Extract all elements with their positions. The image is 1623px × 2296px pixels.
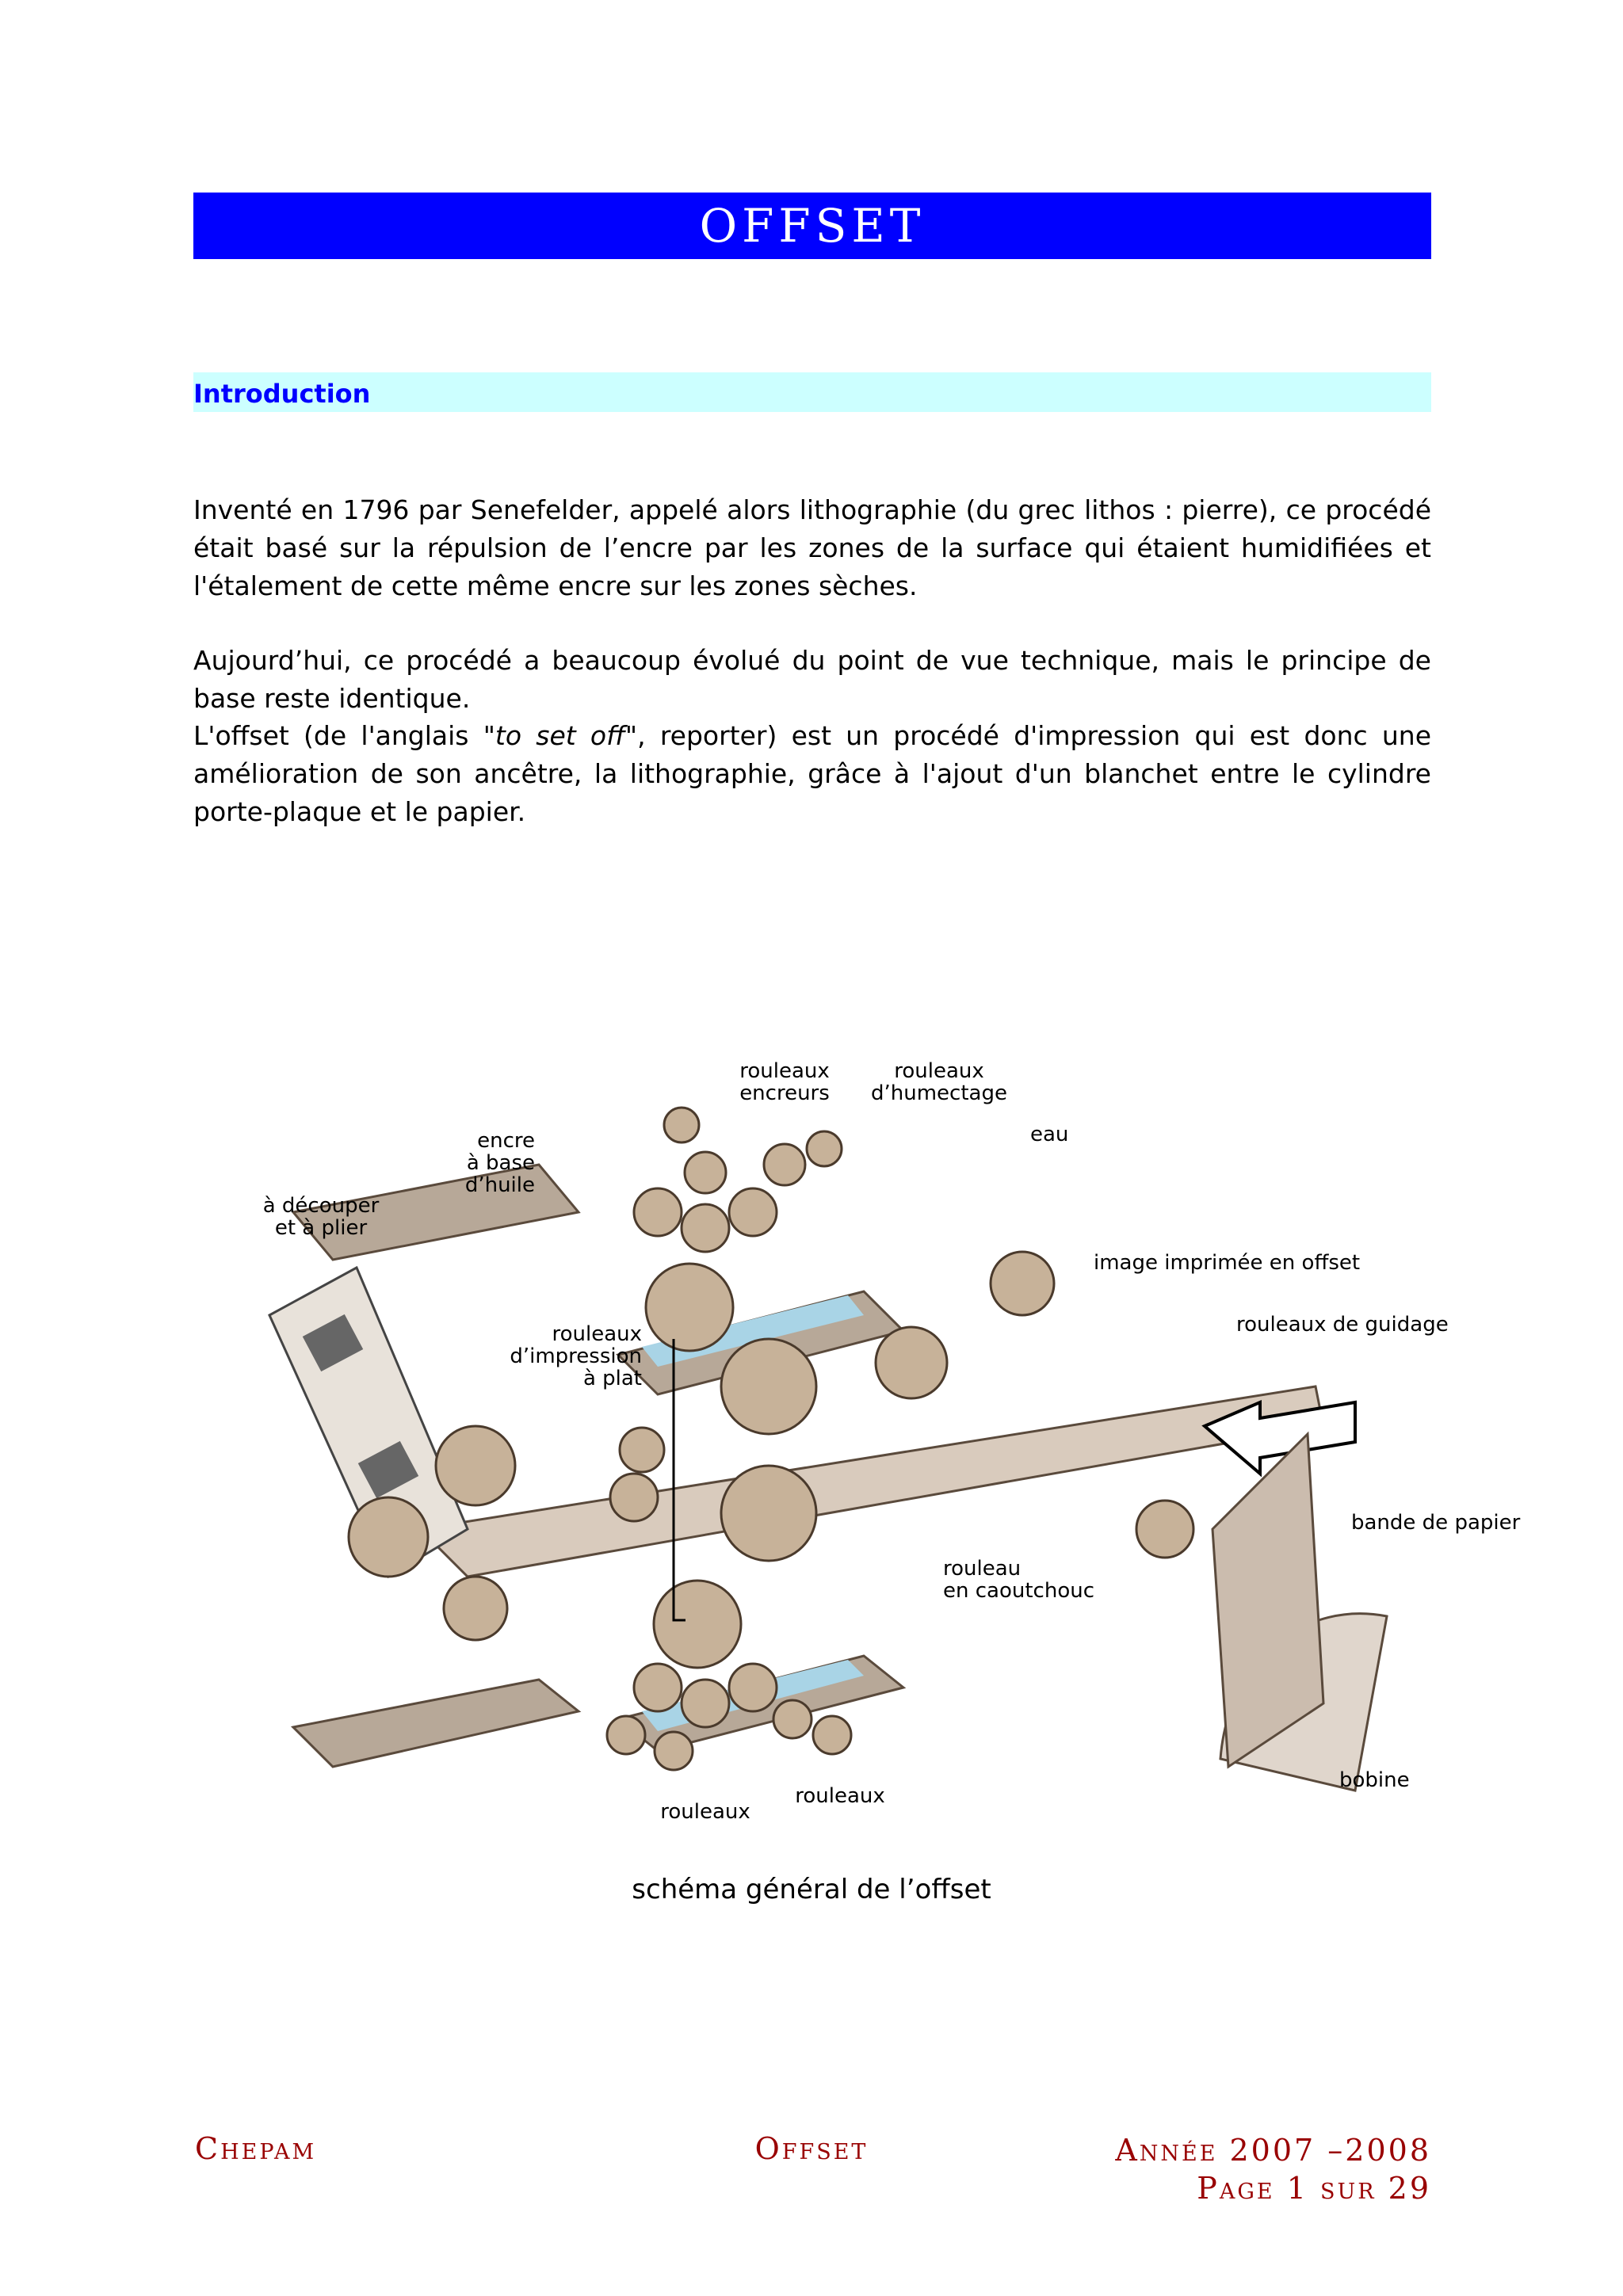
- paragraph-offset-definition: [193, 717, 1431, 831]
- label-rouleaux-humectage-1: rouleaux: [894, 1059, 984, 1083]
- label-rouleaux-left: rouleaux: [660, 1800, 750, 1824]
- label-decouper-1: à découper: [262, 1194, 380, 1218]
- section-header: [193, 372, 1431, 412]
- label-decouper-2: et à plier: [274, 1216, 368, 1240]
- label-bande-papier: bande de papier: [1351, 1511, 1521, 1535]
- footer-left: Chepam: [195, 2131, 317, 2166]
- label-impression-1: rouleaux: [552, 1322, 642, 1346]
- label-caoutchouc-2: en caoutchouc: [943, 1579, 1095, 1603]
- ink-tray-lower: [293, 1680, 579, 1767]
- label-impression-3: à plat: [582, 1367, 642, 1390]
- label-image-imprimee: image imprimée en offset: [1094, 1251, 1361, 1275]
- offset-diagram: [230, 1054, 1537, 1830]
- paragraph-today: Aujourd’hui, ce procédé a beaucoup évolué du point de vue technique, mais le principe de base reste identique.: [193, 645, 1431, 714]
- offset-diagram-illustration: [230, 1054, 1537, 1830]
- label-encre-2: à base: [466, 1151, 535, 1175]
- section-title: Introduction: [193, 379, 371, 409]
- label-rouleaux-guidage: rouleaux de guidage: [1236, 1313, 1449, 1337]
- label-impression-2: d’impression: [510, 1344, 642, 1368]
- label-rouleaux-encreurs-2: encreurs: [739, 1081, 830, 1105]
- label-bobine: bobine: [1339, 1768, 1410, 1792]
- footer-page-number: Page 1 sur 29: [1197, 2171, 1431, 2206]
- label-rouleaux-humectage-2: d’humectage: [871, 1081, 1007, 1105]
- label-rouleaux-right: rouleaux: [795, 1784, 885, 1808]
- label-encre-1: encre: [477, 1129, 535, 1153]
- paper-web: [420, 1386, 1323, 1577]
- p3-end: , reporter) est un procédé d'impression qui est donc une amélioration de son ancêtre, la lithographie, grâce à l'ajout d'un blanchet entre le cylindre porte-plaque et le papier.: [193, 720, 1432, 827]
- label-encre-3: d’huile: [464, 1173, 535, 1197]
- footer-right: [1115, 2131, 1431, 2207]
- footer-center: Offset: [754, 2131, 869, 2166]
- page-title: OFFSET: [193, 193, 1431, 259]
- p3-italic-term: "to set off": [483, 720, 638, 751]
- label-eau: eau: [1030, 1123, 1069, 1146]
- paragraph-history: Inventé en 1796 par Senefelder, appelé alors lithographie (du grec lithos : pierre), ce procédé était basé sur la répulsion de l’encre par les zones de la surface qui étaient humidifiées et l'étalement de cette même encre sur les zones sèches.: [193, 494, 1431, 601]
- p3-start: L'offset (de l'anglais: [193, 720, 483, 751]
- figure-caption: schéma général de l’offset: [632, 1874, 991, 1905]
- label-rouleaux-encreurs-1: rouleaux: [739, 1059, 830, 1083]
- label-caoutchouc-1: rouleau: [943, 1557, 1022, 1581]
- footer-year: Année 2007 –2008: [1115, 2133, 1431, 2168]
